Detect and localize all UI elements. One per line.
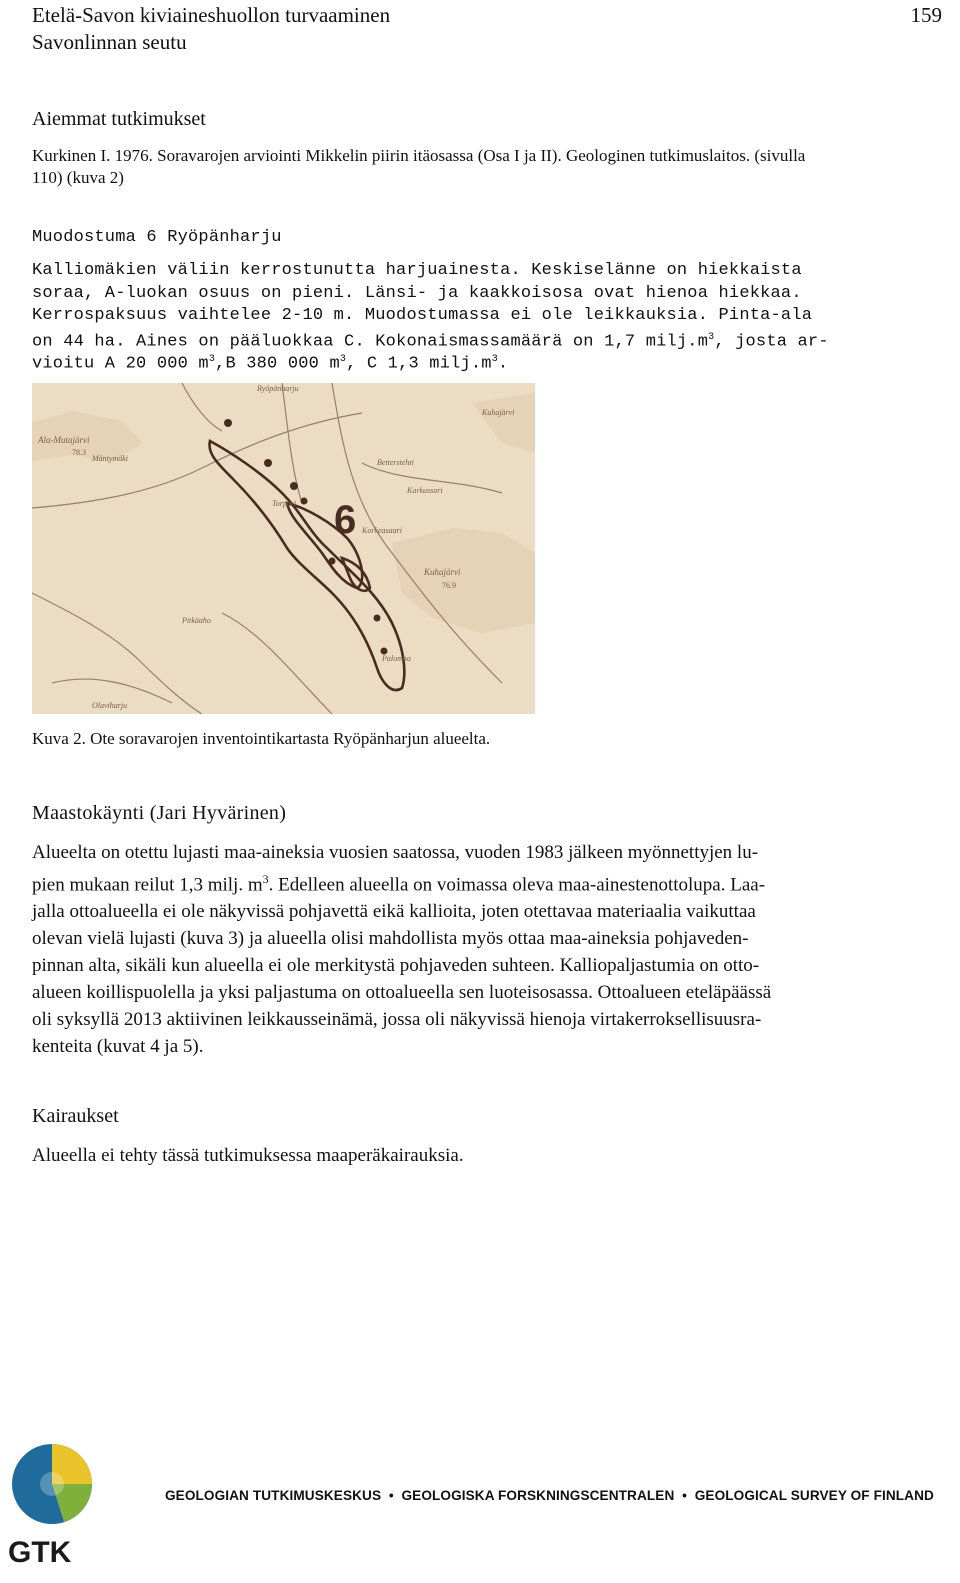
text-span: pien mukaan reilut 1,3 milj. m bbox=[32, 874, 263, 896]
map-label: Betterstehti bbox=[377, 458, 414, 467]
map-elevation: 76.9 bbox=[442, 581, 456, 590]
superscript: 3 bbox=[708, 332, 715, 343]
map-label: Karkussari bbox=[407, 486, 443, 495]
map-label: Mäntymäki bbox=[92, 454, 128, 463]
map-label: Pitkäaho bbox=[182, 616, 211, 625]
map-label: Ryöpänharju bbox=[257, 384, 299, 393]
drillings-text: Alueella ei tehty tässä tutkimuksessa maaperäkairauksia. bbox=[32, 1145, 464, 1166]
gtk-logo bbox=[4, 1438, 100, 1568]
reference-line: 110) (kuva 2) bbox=[32, 168, 124, 187]
map-label: Kuhajärvi bbox=[424, 567, 461, 577]
drillings-heading: Kairaukset bbox=[32, 1105, 119, 1127]
superscript: 3 bbox=[208, 354, 216, 365]
footer-organizations: GEOLOGIAN TUTKIMUSKESKUS • GEOLOGISKA FORSKNINGSCENTRALEN • GEOLOGICAL SURVEY OF FINLAND bbox=[165, 1488, 934, 1503]
formation-line bbox=[32, 349, 508, 376]
text-span: . Edelleen alueella on voimassa oleva maa-ainestenottolupa. Laa- bbox=[268, 874, 766, 896]
formation-text: vioitu A 20 000 m bbox=[32, 354, 209, 374]
formation-text: ,B 380 000 m bbox=[215, 354, 340, 374]
formation-title: Muodostuma 6 Ryöpänharju bbox=[32, 228, 282, 247]
map-image bbox=[32, 383, 535, 714]
map-label: Torpari bbox=[272, 499, 297, 508]
header-title: Etelä-Savon kiviaineshuollon turvaaminen bbox=[32, 3, 391, 27]
formation-line: soraa, A-luokan osuus on pieni. Länsi- ja kaakkoisosa ovat hienoa hiekkaa. bbox=[32, 284, 802, 303]
map-elevation: 78.3 bbox=[72, 448, 86, 457]
formation-text: , josta ar- bbox=[714, 332, 829, 352]
formation-text: . bbox=[497, 354, 509, 374]
map-label: Korkeasaari bbox=[362, 526, 402, 535]
superscript: 3 bbox=[262, 872, 269, 886]
field-visit-text bbox=[32, 839, 932, 1060]
map-label: Palomaa bbox=[382, 654, 411, 663]
formation-line: Kerrospaksuus vaihtelee 2-10 m. Muodostumassa ei ole leikkauksia. Pinta-ala bbox=[32, 306, 813, 325]
logo-text: GTK bbox=[8, 1536, 72, 1568]
field-visit-heading: Maastokäynti (Jari Hyvärinen) bbox=[32, 802, 287, 824]
reference-text bbox=[32, 145, 932, 189]
map-label: Olaviharju bbox=[92, 701, 128, 710]
text-line: kenteita (kuvat 4 ja 5). bbox=[32, 1036, 204, 1058]
text-line: oli syksyllä 2013 aktiivinen leikkausseinämä, jossa oli näkyvissä hienoja virtakerroksellisuusra- bbox=[32, 1009, 762, 1031]
text-line bbox=[32, 866, 932, 898]
formation-line: Kalliomäkien väliin kerrostunutta harjuainesta. Keskiselänne on hiekkaista bbox=[32, 261, 802, 280]
figure-caption: Kuva 2. Ote soravarojen inventointikartasta Ryöpänharjun alueelta. bbox=[32, 729, 491, 748]
text-line: jalla ottoalueella ei ole näkyvissä pohjavettä eikä kallioita, joten otettavaa materiaalia vaikuttaa bbox=[32, 901, 756, 923]
text-line: alueen koillispuolella ja yksi paljastuma on ottoalueella sen luoteisosassa. Ottoalueen eteläpäässä bbox=[32, 982, 772, 1004]
text-line: olevan vielä lujasti (kuva 3) ja alueella olisi mahdollista myös ottaa maa-aineksia pohjaveden- bbox=[32, 928, 749, 950]
running-header bbox=[32, 2, 390, 56]
previous-studies-heading: Aiemmat tutkimukset bbox=[32, 108, 206, 130]
superscript: 3 bbox=[339, 354, 347, 365]
reference-line: Kurkinen I. 1976. Soravarojen arviointi Mikkelin piirin itäosassa (Osa I ja II). Geologinen tutkimuslaitos. (sivulla bbox=[32, 146, 806, 165]
formation-text: on 44 ha. Aines on pääluokkaa C. Kokonaismassamäärä on 1,7 milj.m bbox=[32, 332, 709, 352]
map-label: Ala-Mutajärvi bbox=[38, 435, 90, 445]
formation-number-label: 6 bbox=[334, 498, 357, 542]
formation-text: , C 1,3 milj.m bbox=[346, 354, 492, 374]
header-subtitle: Savonlinnan seutu bbox=[32, 30, 187, 54]
map-label: Kuhajärvi bbox=[482, 408, 515, 417]
superscript: 3 bbox=[491, 354, 498, 365]
text-line: pinnan alta, sikäli kun alueella ei ole merkitystä pohjaveden suhteen. Kalliopaljastumia on otto- bbox=[32, 955, 760, 977]
page-number: 159 bbox=[910, 3, 942, 27]
text-line: Alueelta on otettu lujasti maa-aineksia vuosien saatossa, vuoden 1983 jälkeen myönnettyjen lu- bbox=[32, 842, 759, 863]
